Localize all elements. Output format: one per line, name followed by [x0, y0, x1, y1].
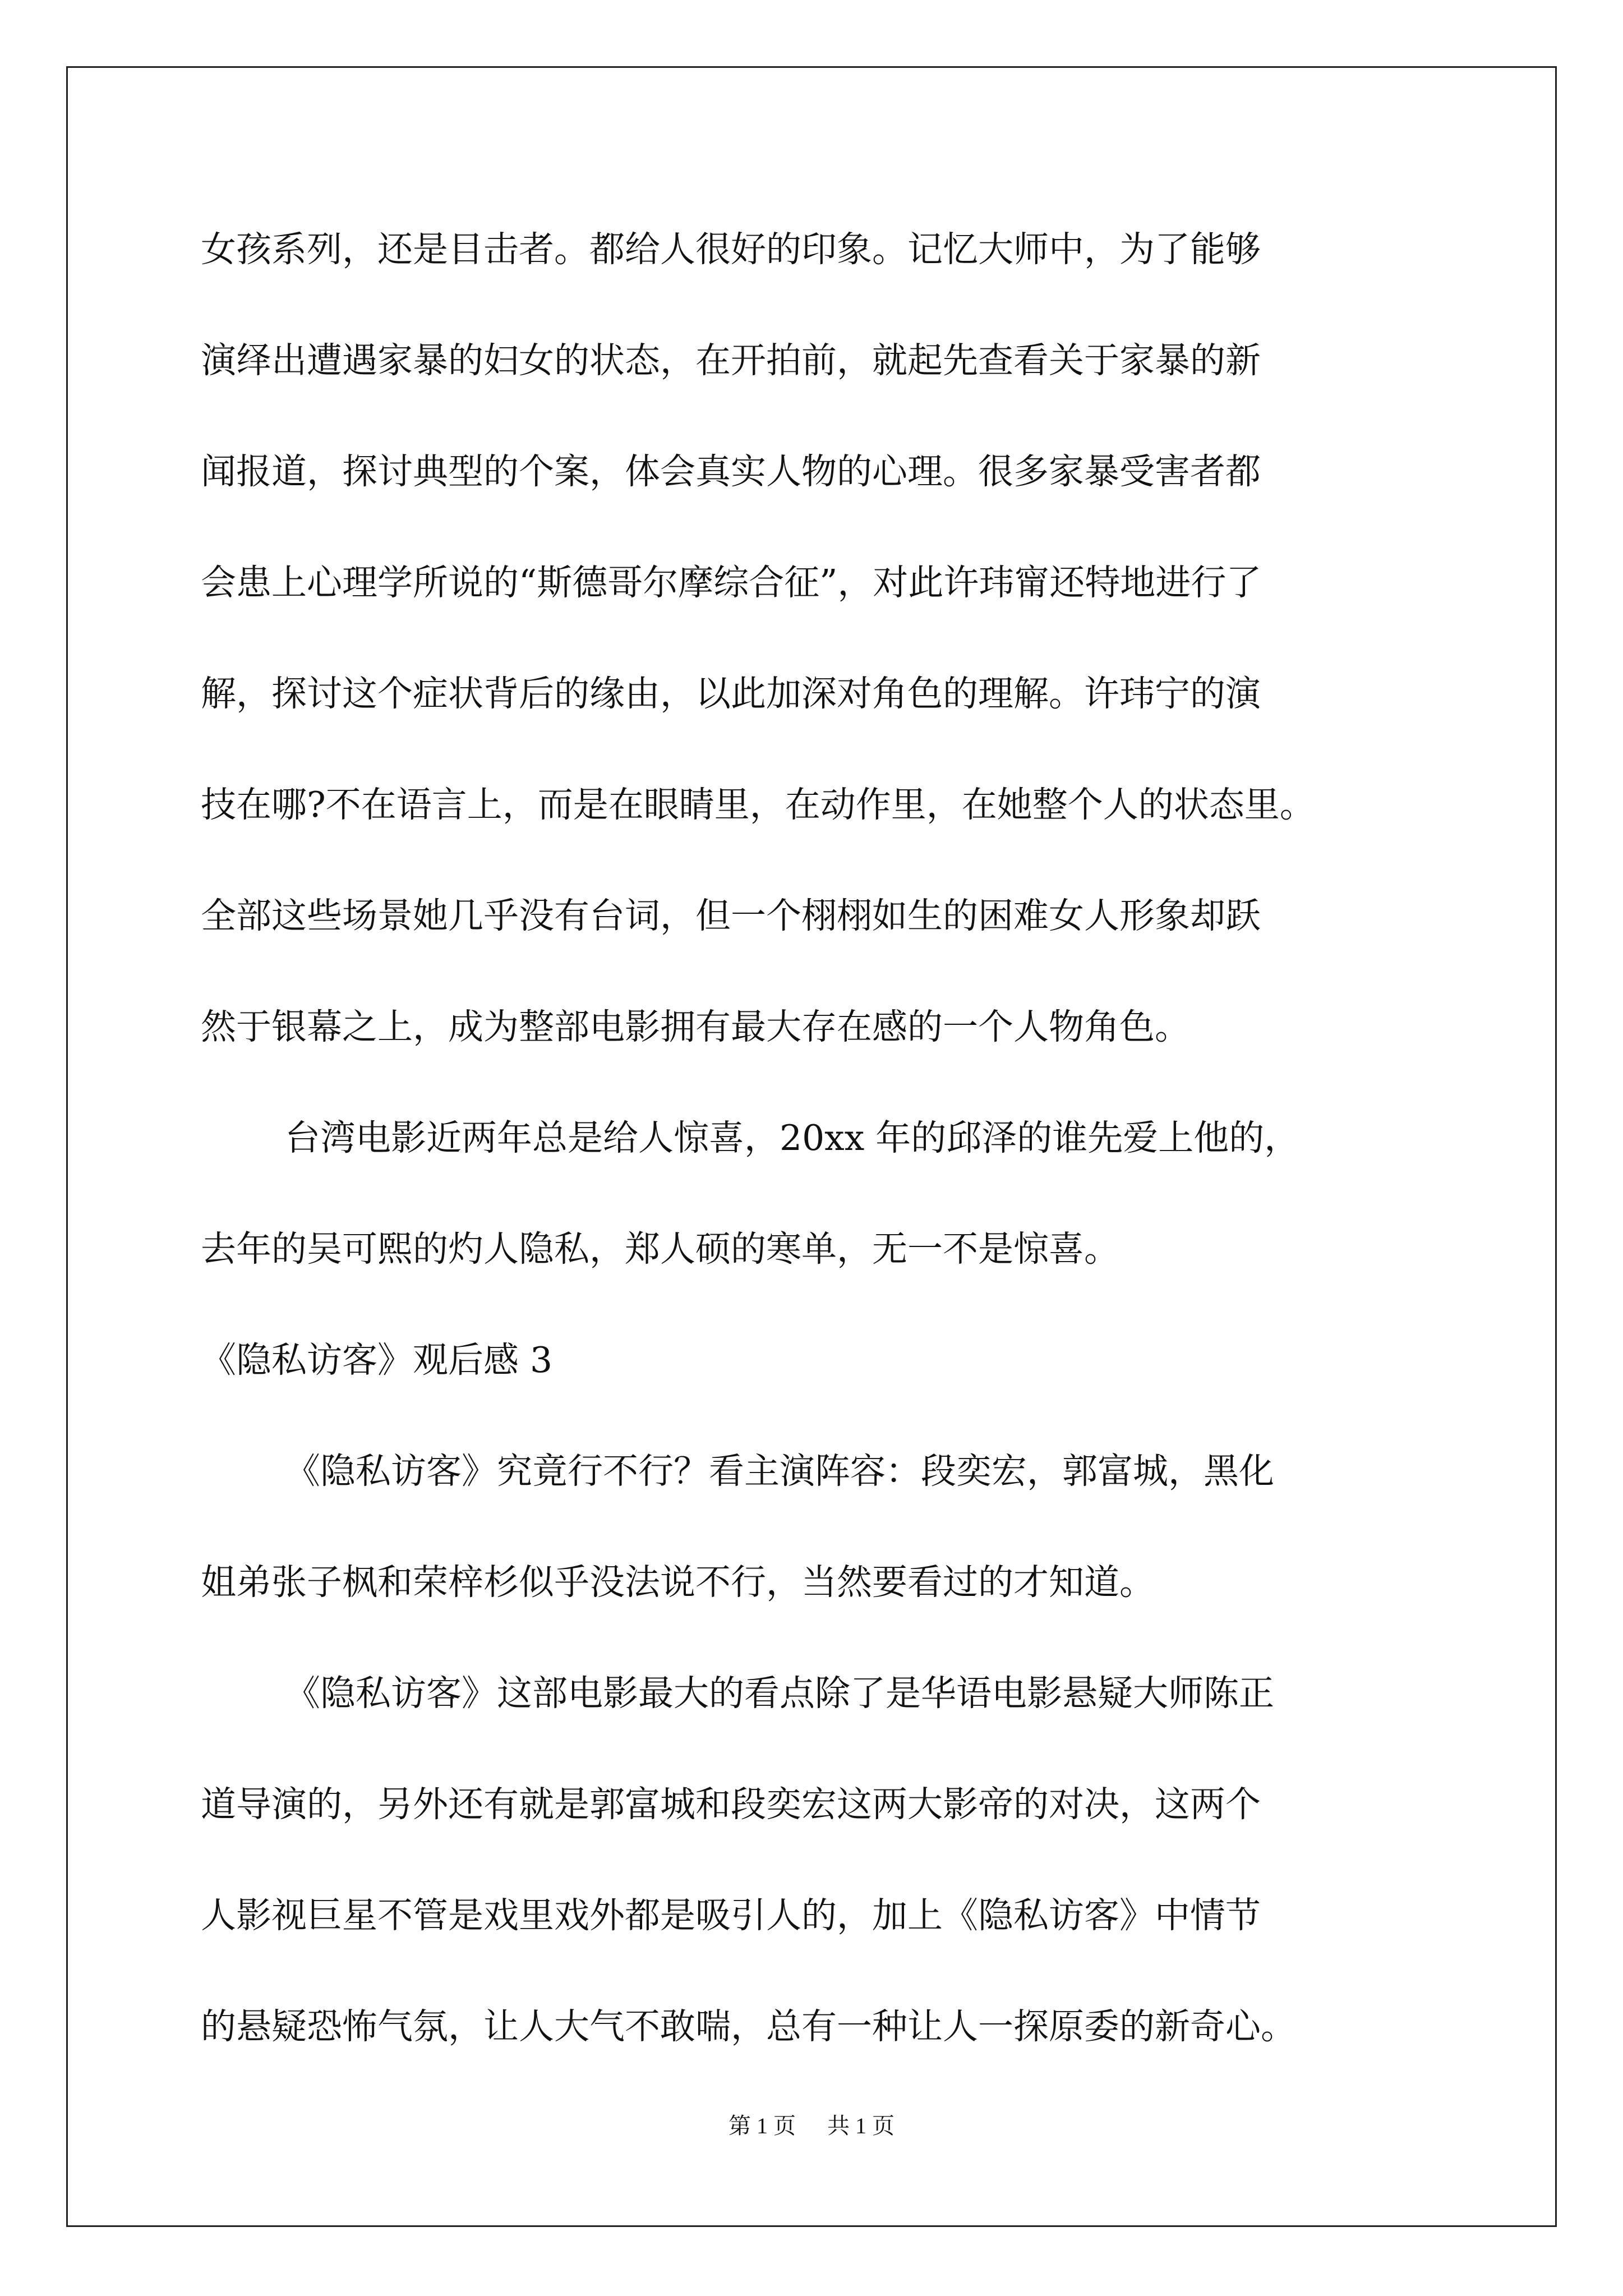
section-heading: 《隐私访客》观后感 3	[201, 1340, 553, 1381]
body-text-line: 的悬疑恐怖气氛，让人大气不敢喘，总有一种让人一探原委的新奇心。	[201, 2006, 1296, 2047]
paragraph-first-line: 《隐私访客》究竟行不行？看主演阵容：段奕宏，郭富城，黑化	[285, 1451, 1274, 1492]
page-total: 共 1 页	[827, 2113, 895, 2138]
paragraph-first-line: 台湾电影近两年总是给人惊喜，20xx 年的邱泽的谁先爱上他的，	[285, 1117, 1300, 1158]
body-text-line: 去年的吴可熙的灼人隐私，郑人硕的寒单，无一不是惊喜。	[201, 1228, 1119, 1269]
body-text-line: 道导演的，另外还有就是郭富城和段奕宏这两大影帝的对决，这两个	[201, 1784, 1261, 1825]
body-text-line: 演绎出遭遇家暴的妇女的状态，在开拍前，就起先查看关于家暴的新	[201, 340, 1261, 381]
paragraph-first-line: 《隐私访客》这部电影最大的看点除了是华语电影悬疑大师陈正	[285, 1673, 1274, 1714]
body-text-line: 解，探讨这个症状背后的缘由，以此加深对角色的理解。许玮宁的演	[201, 673, 1261, 714]
body-text-line: 姐弟张子枫和荣梓杉似乎没法说不行，当然要看过的才知道。	[201, 1562, 1155, 1603]
body-text-line: 人影视巨星不管是戏里戏外都是吸引人的，加上《隐私访客》中情节	[201, 1895, 1261, 1936]
body-text-line: 闻报道，探讨典型的个案，体会真实人物的心理。很多家暴受害者都	[201, 451, 1261, 492]
page-footer	[0, 2111, 1623, 2141]
page-number: 第 1 页	[728, 2113, 796, 2138]
body-text-line: 会患上心理学所说的“斯德哥尔摩综合征”，对此许玮甯还特地进行了	[201, 562, 1262, 603]
body-text-line: 女孩系列，还是目击者。都给人很好的印象。记忆大师中，为了能够	[201, 229, 1261, 270]
body-text-line: 然于银幕之上，成为整部电影拥有最大存在感的一个人物角色。	[201, 1006, 1190, 1047]
body-text-line: 全部这些场景她几乎没有台词，但一个栩栩如生的困难女人形象却跃	[201, 895, 1261, 936]
body-text-line: 技在哪?不在语言上，而是在眼睛里，在动作里，在她整个人的状态里。	[201, 784, 1315, 825]
